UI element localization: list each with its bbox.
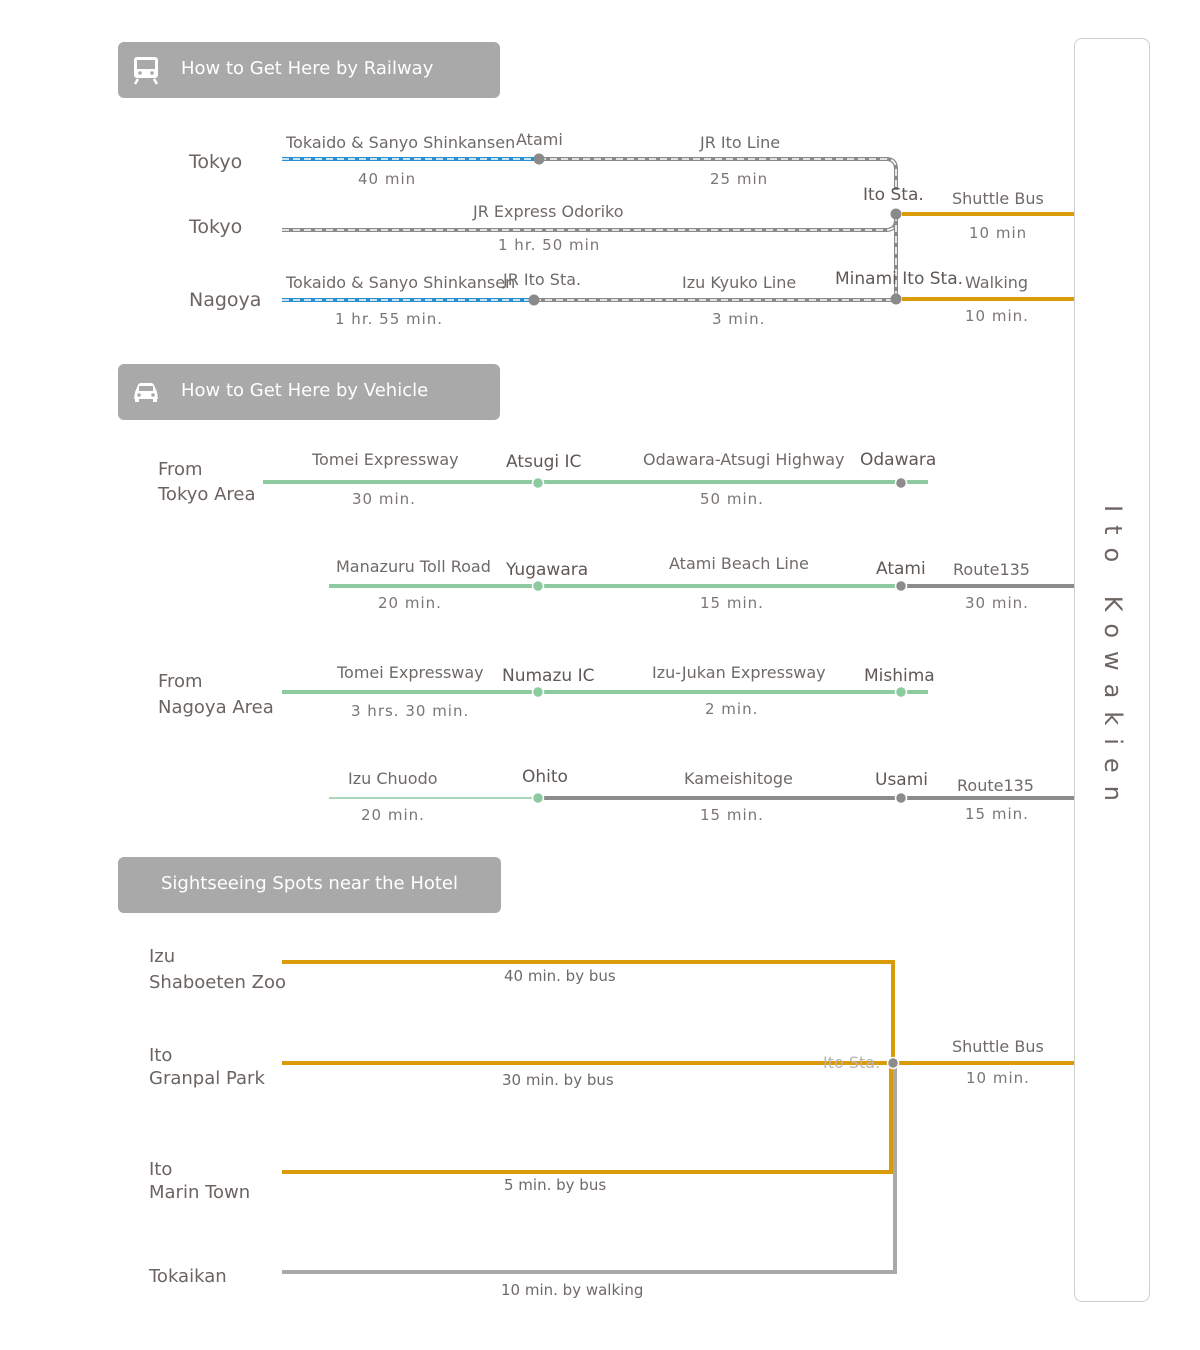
origin-nagoya: Nagoya	[189, 289, 262, 311]
row2-road3: Route135	[953, 560, 1030, 579]
row4-ohito: Ohito	[522, 767, 568, 787]
ohito-dot	[533, 793, 544, 804]
vehicle-header-title: How to Get Here by Vehicle	[181, 380, 429, 401]
spot-zoo-time: 40 min. by bus	[504, 967, 616, 985]
spot-marin-line2: Marin Town	[149, 1182, 251, 1203]
car-icon	[130, 376, 162, 408]
row3-time1: 3 hrs. 30 min.	[351, 702, 470, 720]
route1-time2: 25 min	[710, 170, 769, 188]
spot-tokaikan-time: 10 min. by walking	[501, 1281, 644, 1299]
jr-ito-station-dot	[529, 295, 540, 306]
spot-marin-time: 5 min. by bus	[504, 1176, 607, 1194]
spot-granpal-time: 30 min. by bus	[502, 1071, 614, 1089]
usami-dot	[896, 793, 907, 804]
sightseeing-shuttle-label: Shuttle Bus	[952, 1037, 1044, 1056]
walking-time: 10 min.	[965, 307, 1029, 325]
row2-atami: Atami	[876, 559, 926, 579]
from-nagoya-line2: Nagoya Area	[158, 697, 274, 718]
sightseeing-header-title: Sightseeing Spots near the Hotel	[161, 873, 458, 894]
ito-station-label: Ito Sta.	[863, 185, 924, 205]
row3-numazu-ic: Numazu IC	[502, 666, 595, 686]
route3-time2: 3 min.	[712, 310, 766, 328]
spot-zoo-line2: Shaboeten Zoo	[149, 972, 286, 993]
railway-header	[118, 42, 500, 98]
from-tokyo-line1: From	[158, 459, 203, 480]
row4-time2: 15 min.	[700, 806, 764, 824]
origin-tokyo-2: Tokyo	[189, 216, 243, 238]
row4-time3: 15 min.	[965, 805, 1029, 823]
ito-station-dot	[891, 209, 902, 220]
minami-ito-station-label: Minami Ito Sta.	[835, 269, 964, 289]
row1-atsugi-ic: Atsugi IC	[506, 452, 582, 472]
row4-time1: 20 min.	[361, 806, 425, 824]
row4-usami: Usami	[875, 770, 929, 790]
row4-road3: Route135	[957, 776, 1034, 795]
sightseeing-shuttle-time: 10 min.	[966, 1069, 1030, 1087]
minami-ito-station-dot	[891, 294, 902, 305]
row2-road2: Atami Beach Line	[669, 554, 809, 573]
route1-time1: 40 min	[358, 170, 417, 188]
from-tokyo-line2: Tokyo Area	[158, 484, 256, 505]
row3-road2: Izu-Jukan Expressway	[652, 663, 826, 682]
from-nagoya-line1: From	[158, 671, 203, 692]
origin-tokyo-1: Tokyo	[189, 151, 243, 173]
route3-line2-label: Izu Kyuko Line	[682, 273, 797, 292]
row2-yugawara: Yugawara	[506, 560, 589, 580]
sightseeing-ito-station-label: Ito Sta.	[823, 1053, 881, 1072]
route1-station-atami: Atami	[516, 130, 563, 149]
route1-line2-label: JR Ito Line	[700, 133, 781, 152]
spot-granpal-line1: Ito	[149, 1045, 173, 1066]
shuttle-bus-label: Shuttle Bus	[952, 189, 1044, 208]
row3-mishima: Mishima	[864, 666, 935, 686]
shuttle-bus-time: 10 min	[969, 224, 1028, 242]
atami-dot	[896, 581, 907, 592]
route3-station-jr-ito: JR Ito Sta.	[503, 270, 582, 289]
row4-road1: Izu Chuodo	[348, 769, 438, 788]
row1-time1: 30 min.	[352, 490, 416, 508]
row1-odawara: Odawara	[860, 450, 937, 470]
spot-zoo-line1: Izu	[149, 946, 176, 967]
route3-time1: 1 hr. 55 min.	[335, 310, 444, 328]
tokaikan-line	[282, 1063, 895, 1272]
mishima-dot	[896, 687, 907, 698]
route3-line1-label: Tokaido & Sanyo Shinkansen	[286, 273, 516, 292]
row1-road2: Odawara-Atsugi Highway	[643, 450, 845, 469]
walking-label: Walking	[965, 273, 1029, 292]
train-icon	[130, 54, 162, 86]
railway-header-title: How to Get Here by Railway	[181, 58, 434, 79]
spot-granpal-line2: Granpal Park	[149, 1068, 265, 1089]
row2-time1: 20 min.	[378, 594, 442, 612]
spot-tokaikan: Tokaikan	[149, 1266, 227, 1287]
destination-label: Ito Kowakien	[1099, 505, 1127, 814]
row1-road1: Tomei Expressway	[312, 450, 459, 469]
vehicle-header	[118, 364, 500, 420]
row2-road1: Manazuru Toll Road	[336, 557, 491, 576]
atsugi-ic-dot	[533, 478, 544, 489]
route2-time: 1 hr. 50 min	[498, 236, 601, 254]
row3-road1: Tomei Expressway	[337, 663, 484, 682]
yugawara-dot	[533, 581, 544, 592]
sightseeing-ito-station-dot	[888, 1058, 899, 1069]
row2-time2: 15 min.	[700, 594, 764, 612]
atami-station-dot	[534, 154, 545, 165]
row3-time2: 2 min.	[705, 700, 759, 718]
odawara-dot	[896, 478, 907, 489]
route1-line1-label: Tokaido & Sanyo Shinkansen	[286, 133, 516, 152]
row2-time3: 30 min.	[965, 594, 1029, 612]
row4-road2: Kameishitoge	[684, 769, 793, 788]
sightseeing-header	[118, 857, 501, 913]
numazu-ic-dot	[533, 687, 544, 698]
route2-line-label: JR Express Odoriko	[473, 202, 624, 221]
spot-marin-line1: Ito	[149, 1159, 173, 1180]
row1-time2: 50 min.	[700, 490, 764, 508]
